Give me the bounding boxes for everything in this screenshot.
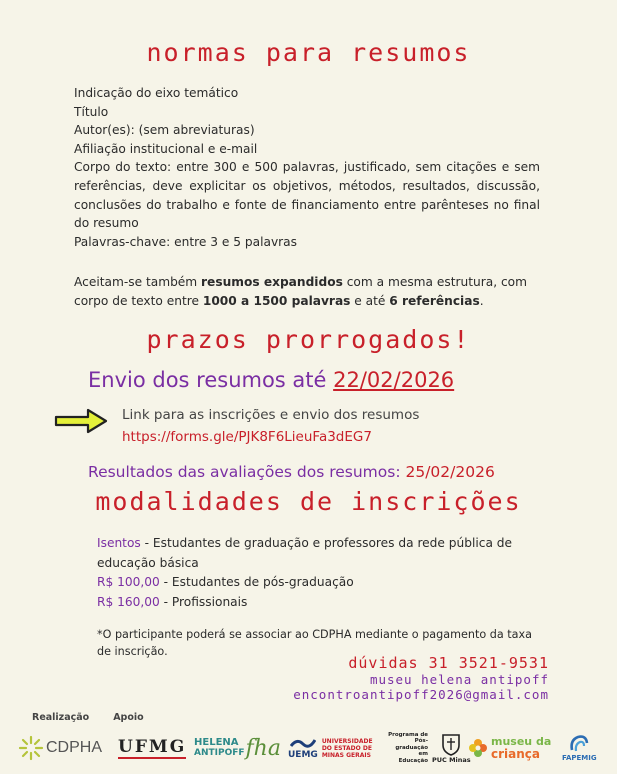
results-date	[88, 463, 495, 481]
cdpha-text: CDPHA	[46, 739, 103, 756]
section-title-modalidades: modalidades de inscrições	[95, 487, 522, 516]
fapemig-icon	[568, 734, 590, 754]
section-title-prazos: prazos prorrogados!	[146, 325, 471, 354]
museu-crianca-top: museu da	[491, 735, 552, 748]
ufmg-text: UFMG	[118, 737, 187, 757]
text-span: e até	[350, 294, 390, 308]
text-span: Aceitam-se também	[74, 275, 202, 289]
requirements-list	[74, 84, 540, 251]
requirement-palavras: Palavras-chave: entre 3 e 5 palavras	[74, 234, 297, 249]
link-label: Link para as inscrições e envio dos resumos	[122, 407, 420, 423]
footnote: *O participante poderá se associar ao CDPHA mediante o pagamento da taxa de inscrição.	[97, 628, 532, 658]
modality-price: R$ 160,00	[97, 594, 160, 609]
modality-pos	[97, 573, 537, 593]
fha-top: HELENA	[194, 737, 239, 748]
sponsor-logos	[16, 726, 608, 770]
fha-bottom: ANTIPOFF	[194, 748, 245, 758]
uemg-wave-icon	[290, 736, 316, 750]
modalities-list	[97, 534, 537, 612]
arrow-right-icon	[54, 408, 108, 434]
modality-text: - Profissionais	[159, 594, 248, 609]
uemg-name: UNIVERSIDADE DO ESTADO DE MINAS GERAIS	[321, 737, 373, 759]
museu-crianca-logo	[468, 726, 551, 770]
text-span: .	[479, 294, 484, 308]
expanded-abstracts-note	[74, 273, 540, 311]
bold-span: 6 referências	[389, 294, 480, 308]
crest-icon	[440, 732, 462, 756]
museu-crianca-name	[491, 736, 551, 760]
puc-logo	[388, 726, 471, 770]
contact-museum: museu helena antipoff	[369, 672, 549, 687]
contact-phone: dúvidas 31 3521-9531	[348, 654, 549, 672]
puc-program: Programa de Pós-graduação em Educação	[388, 731, 428, 764]
label-apoio: Apoio	[113, 712, 144, 723]
requirement-item: Indicação do eixo temático	[74, 86, 239, 100]
uemg-mark	[288, 736, 318, 760]
modality-prof	[97, 593, 537, 613]
bold-span: resumos expandidos	[201, 275, 343, 289]
section-title-normas: normas para resumos	[146, 38, 471, 67]
label-realizacao: Realização	[32, 712, 90, 723]
contact-block	[293, 654, 549, 702]
museu-crianca-bottom: criança	[491, 747, 540, 761]
results-label: Resultados das avaliações dos resumos:	[88, 463, 406, 481]
submission-deadline	[88, 368, 454, 392]
modality-price: R$ 100,00	[97, 575, 160, 589]
fapemig-logo	[562, 726, 597, 770]
modality-isentos	[97, 534, 537, 573]
fha-mark: fha	[245, 735, 281, 761]
modality-text: - Estudantes de graduação e professores da rede pública de educação básica	[97, 536, 513, 570]
requirement-item: Autor(es): (sem abreviaturas)	[74, 123, 255, 138]
form-link[interactable]: https://forms.gle/PJK8F6LieuFa3dEG7	[122, 429, 372, 445]
sunburst-icon	[18, 735, 44, 761]
sponsor-labels	[32, 712, 168, 723]
requirement-item: Afiliação institucional e e-mail	[74, 141, 258, 156]
requirement-corpo: Corpo do texto: entre 300 e 500 palavras, justificado, sem citações e sem referências, deve explicitar os objetivos, métodos, resultados, discussão, conclusões do trabalho e fonte de financiamento entre parênteses no final do resumo	[74, 160, 540, 231]
fha-logo	[194, 726, 281, 770]
text-span: com a mesma estrutura, com corpo de texto entre	[74, 275, 528, 308]
bold-span: 1000 a 1500 palavras	[202, 294, 351, 308]
puc-mark	[432, 732, 471, 764]
uemg-logo	[288, 726, 384, 770]
ufmg-logo	[118, 726, 186, 770]
cdpha-logo	[18, 726, 102, 770]
deadline-date: 22/02/2026	[333, 368, 455, 392]
fha-name	[194, 738, 245, 758]
contact-email[interactable]: encontroantipoff2026@gmail.com	[293, 687, 549, 702]
modality-label: Isentos	[97, 536, 141, 550]
uemg-text: UEMG	[288, 750, 318, 760]
flower-icon	[468, 738, 488, 758]
deadline-label: Envio dos resumos até	[88, 368, 334, 392]
requirement-item: Título	[74, 104, 109, 119]
fapemig-text: FAPEMIG	[562, 754, 597, 762]
modality-text: - Estudantes de pós-graduação	[159, 575, 354, 589]
results-date-value: 25/02/2026	[405, 463, 495, 481]
puc-text: PUC Minas	[432, 756, 471, 764]
